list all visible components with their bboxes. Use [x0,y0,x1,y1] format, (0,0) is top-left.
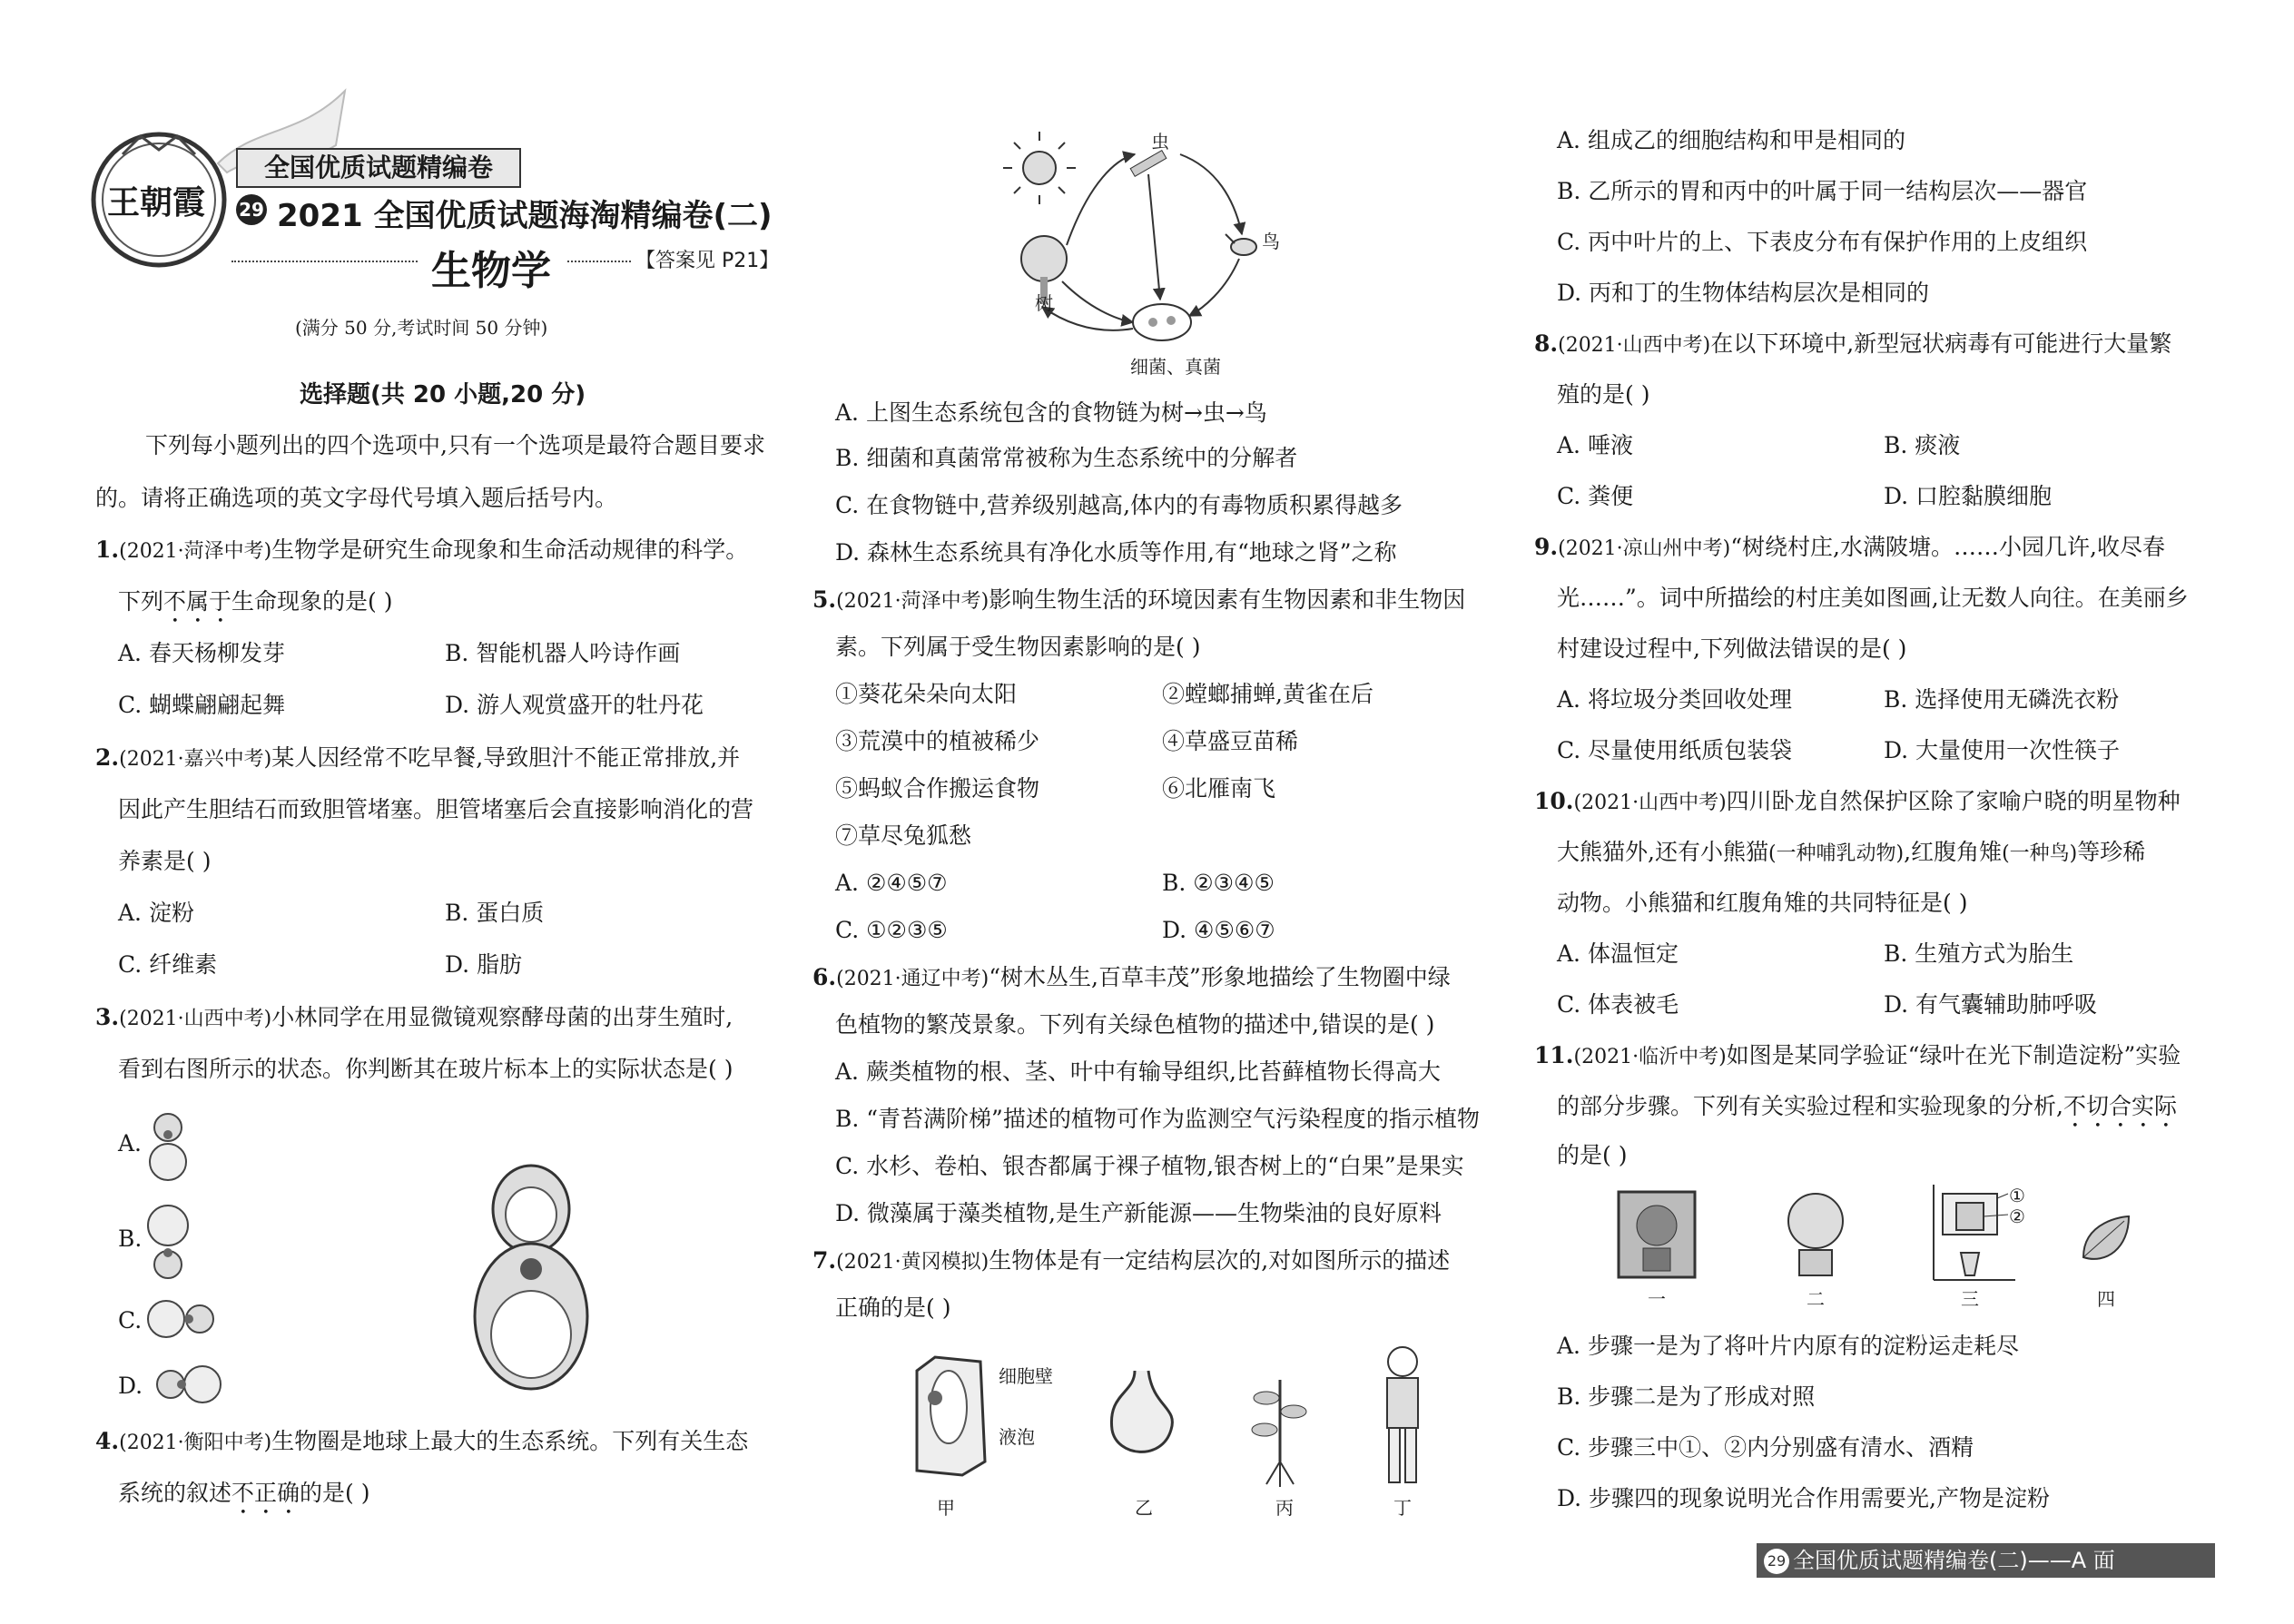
q1-source: (2021·菏泽中考) [119,540,272,563]
q4-stem-1: 生物圈是地球上最大的生态系统。下列有关生态 [271,1428,749,1454]
banner-top [236,148,521,188]
q10-stem-2src2: (一种鸟) [2002,842,2078,865]
q11-option-c: C. 步骤三中①、②内分别盛有清水、酒精 [1557,1434,1974,1461]
banner-top-text: 全国优质试题精编卷 [263,153,493,182]
q11-step-4: 四 [2097,1288,2115,1310]
q2-stem-line-2: 因此产生胆结石而致胆管堵塞。胆管堵塞后会直接影响消化的营 [118,796,754,822]
q4-option-a: A. 上图生态系统包含的食物链为树→虫→鸟 [835,399,1267,426]
q7-stem-line-1 [812,1247,1450,1276]
q11-stem-line-2 [1557,1093,2177,1133]
q11-stem-line-1 [1534,1042,2181,1071]
q11-mark-1: ① [2009,1185,2025,1206]
q1-number: 1. [95,536,120,563]
footer-badge: 29 [1764,1549,1789,1574]
q8-number: 8. [1534,330,1559,357]
q11-stem-emph: 不切合实际 [2063,1093,2177,1119]
q1-stem-line-1 [95,536,748,566]
q2-stem-line-1 [95,744,740,773]
instruction-line-1: 下列每小题列出的四个选项中,只有一个选项是最符合题目要求 [145,432,765,458]
q9-stem-line-2: 光……”。词中所描绘的村庄美如图画,让无数人向往。在美丽乡 [1557,585,2189,611]
potted-plant-icon [1770,1185,1861,1280]
yeast-budding-figure [472,1162,590,1398]
q3-source: (2021·山西中考) [119,1008,272,1030]
q3-option-d: D. [118,1373,143,1399]
food-web-label-bird: 鸟 [1262,231,1280,252]
q4-stem-emph: 不正确 [231,1480,300,1506]
q10-number: 10. [1534,788,1574,814]
q5-item-7: ⑦草尽兔狐愁 [835,822,972,849]
q4-source: (2021·衡阳中考) [119,1432,272,1454]
q2-source: (2021·嘉兴中考) [119,748,272,771]
q3-option-b: B. [118,1225,143,1252]
q11-option-b: B. 步骤二是为了形成对照 [1557,1383,1816,1410]
subject-left-rule [231,261,418,262]
q6-source: (2021·通辽中考) [836,968,989,990]
q10-stem-line-3: 动物。小熊猫和红腹角雉的共同特征是( ) [1557,890,1968,916]
food-web-label-decomposer: 细菌、真菌 [1130,356,1221,378]
q10-source: (2021·山西中考) [1573,792,1727,814]
q6-number: 6. [812,964,837,990]
footer-text: 全国优质试题精编卷(二)——A 面 [1793,1548,2115,1573]
q1-option-b: B. 智能机器人吟诗作画 [445,640,681,666]
q6-stem-1: “树木丛生,百草丰茂”形象地描绘了生物圈中绿 [989,964,1451,990]
dark-box-plant-icon [1616,1189,1698,1280]
q3-number: 3. [95,1004,120,1030]
q4-option-d: D. 森林生态系统具有净化水质等作用,有“地球之肾”之称 [835,539,1397,566]
q5-option-b: B. ②③④⑤ [1162,870,1275,896]
q1-stem-emph: 不属于 [163,588,232,615]
q6-stem-line-2: 色植物的繁茂景象。下列有关绿色植物的描述中,错误的是( ) [835,1011,1435,1038]
q10-option-d: D. 有气囊辅助肺呼吸 [1884,991,2098,1018]
q8-option-d: D. 口腔黏膜细胞 [1884,483,2053,509]
q7-label-vacuole: 液泡 [999,1426,1035,1448]
yeast-c-icon [143,1296,234,1342]
subject-right-rule [567,261,631,262]
plant-icon [1239,1362,1321,1489]
q7-stem-1: 生物体是有一定结构层次的,对如图所示的描述 [989,1247,1451,1274]
q4-option-b: B. 细菌和真菌常常被称为生态系统中的分解者 [835,445,1298,471]
q5-source: (2021·菏泽中考) [836,590,989,613]
logo-text: 王朝霞 [107,183,206,221]
q9-stem-line-1 [1534,534,2165,563]
q9-source: (2021·凉山州中考) [1558,537,1731,560]
q5-option-a: A. ②④⑤⑦ [835,870,948,896]
q8-stem-1: 在以下环境中,新型冠状病毒有可能进行大量繁 [1710,330,2172,357]
q5-item-1: ①葵花朵朵向太阳 [835,681,1018,707]
q7-label-yi: 乙 [1135,1497,1153,1519]
food-web-label-insect: 虫 [1151,131,1169,153]
q5-option-c: C. ①②③⑤ [835,917,948,943]
q8-option-a: A. 唾液 [1557,432,1633,458]
paper-title: 2021 全国优质试题海淘精编卷(二) [277,198,773,234]
q6-option-a: A. 蕨类植物的根、茎、叶中有输导组织,比苔藓植物长得高大 [835,1058,1441,1085]
q9-option-b: B. 选择使用无磷洗衣粉 [1884,686,2120,713]
food-web-label-tree: 树 [1035,292,1053,314]
q9-stem-line-3: 村建设过程中,下列做法错误的是( ) [1557,635,1907,662]
q7-source: (2021·黄冈模拟) [836,1251,989,1274]
q2-stem-line-3: 养素是( ) [118,848,212,874]
leaf-icon [2079,1212,2133,1266]
q7-option-c: C. 丙中叶片的上、下表皮分布有保护作用的上皮组织 [1557,229,2088,255]
q11-step-3: 三 [1961,1288,1979,1310]
q4-stem-line-1 [95,1428,748,1457]
q7-stem-line-2: 正确的是( ) [835,1294,951,1321]
q7-label-cell-wall: 细胞壁 [999,1365,1053,1387]
q5-item-3: ③荒漠中的植被稀少 [835,728,1040,754]
yeast-a-icon [145,1107,191,1198]
yeast-b-icon [145,1196,191,1287]
q1-stem-line-2 [118,588,393,628]
footer-bar [1757,1543,2215,1578]
bird-icon [1226,234,1256,255]
q10-option-c: C. 体表被毛 [1557,991,1679,1018]
q9-option-d: D. 大量使用一次性筷子 [1884,737,2121,763]
q7-option-d: D. 丙和丁的生物体结构层次是相同的 [1557,280,1930,306]
q1-stem-1: 生物学是研究生命现象和生命活动规律的科学。 [271,536,749,563]
q10-stem-line-2 [1557,839,2145,868]
q11-source: (2021·临沂中考) [1573,1046,1727,1068]
stomach-icon [1098,1366,1180,1466]
q7-label-jia: 甲 [937,1497,955,1519]
q11-stem-2a: 的部分步骤。下列有关实验过程和实验现象的分析, [1557,1093,2063,1119]
q1-option-c: C. 蝴蝶翩翩起舞 [118,692,286,718]
q4-stem-2a: 系统的叙述 [118,1480,232,1506]
q1-stem-2b: 生命现象的是( ) [231,588,393,615]
q5-item-2: ②螳螂捕蝉,黄雀在后 [1162,681,1373,707]
q5-item-5: ⑤蚂蚁合作搬运食物 [835,775,1040,802]
q2-stem-1: 某人因经常不吃早餐,导致胆汁不能正常排放,并 [271,744,741,771]
q7-label-bing: 丙 [1275,1497,1294,1519]
q10-stem-2c: 等珍稀 [2077,839,2146,865]
q10-stem-line-1 [1534,788,2181,817]
instruction-line-2: 的。请将正确选项的英文字母代号填入题后括号内。 [95,485,618,511]
person-icon [1371,1343,1434,1489]
exam-info: (满分 50 分,考试时间 50 分钟) [295,317,548,339]
q3-stem-line-1 [95,1004,733,1033]
q10-option-b: B. 生殖方式为胎生 [1884,940,2074,967]
q4-option-c: C. 在食物链中,营养级别越高,体内的有毒物质积累得越多 [835,492,1403,518]
q1-option-a: A. 春天杨柳发芽 [118,640,285,666]
q5-option-d: D. ④⑤⑥⑦ [1162,917,1275,943]
q11-option-d: D. 步骤四的现象说明光合作用需要光,产物是淀粉 [1557,1485,2050,1511]
q5-number: 5. [812,586,837,613]
q2-number: 2. [95,744,120,771]
q2-option-b: B. 蛋白质 [445,900,545,926]
q3-stem-line-2: 看到右图所示的状态。你判断其在玻片标本上的实际状态是( ) [118,1056,733,1082]
q8-stem-line-1 [1534,330,2171,359]
q5-stem-line-1 [812,586,1465,615]
q6-stem-line-1 [812,964,1451,993]
q10-option-a: A. 体温恒定 [1557,940,1679,967]
q10-stem-2b: ,红腹角雉 [1904,839,2003,865]
q3-stem-1: 小林同学在用显微镜观察酵母菌的出芽生殖时, [271,1004,733,1030]
q4-stem-2b: 的是( ) [300,1480,370,1506]
insect-icon [1130,151,1167,177]
number-badge-text: 29 [239,199,264,221]
q11-number: 11. [1534,1042,1574,1068]
q10-stem-1: 四川卧龙自然保护区除了家喻户晓的明星物种 [1726,788,2181,814]
q2-option-c: C. 纤维素 [118,951,218,978]
q1-stem-2a: 下列 [118,588,164,615]
q6-option-c: C. 水杉、卷柏、银杏都属于裸子植物,银杏树上的“白果”是果实 [835,1153,1464,1179]
q2-option-d: D. 脂肪 [445,951,523,978]
q7-number: 7. [812,1247,837,1274]
q4-stem-line-2 [118,1480,370,1520]
q4-number: 4. [95,1428,120,1454]
q8-option-b: B. 痰液 [1884,432,1961,458]
q2-option-a: A. 淀粉 [118,900,194,926]
q9-option-c: C. 尽量使用纸质包装袋 [1557,737,1793,763]
food-web-diagram [1008,127,1307,381]
q5-stem-1: 影响生物生活的环境因素有生物因素和非生物因 [989,586,1466,613]
q11-step-1: 一 [1648,1288,1666,1310]
number-badge [236,194,267,225]
yeast-d-icon [143,1362,234,1407]
q1-option-d: D. 游人观赏盛开的牡丹花 [445,692,704,718]
q8-stem-line-2: 殖的是( ) [1557,381,1650,408]
answer-ref: 【答案见 P21】 [635,250,780,272]
q9-option-a: A. 将垃圾分类回收处理 [1557,686,1792,713]
sun-icon [1003,132,1076,204]
q11-stem-line-3: 的是( ) [1557,1142,1628,1168]
q10-stem-2src1: (一种哺乳动物) [1767,842,1905,865]
q7-option-b: B. 乙所示的胃和丙中的叶属于同一结构层次——器官 [1557,178,2088,204]
q8-source: (2021·山西中考) [1558,334,1711,357]
q8-option-c: C. 粪便 [1557,483,1634,509]
q5-item-4: ④草盛豆苗稀 [1162,728,1299,754]
decomposer-icon [1133,304,1191,340]
food-web-arrows [1042,154,1242,330]
q6-option-b: B. “青苔满阶梯”描述的植物可作为监测空气污染程度的指示植物 [835,1106,1480,1132]
section-title: 选择题(共 20 小题,20 分) [300,381,586,408]
q6-option-d: D. 微藻属于藻类植物,是生产新能源——生物柴油的良好原料 [835,1200,1442,1226]
q5-item-6: ⑥北雁南飞 [1162,775,1276,802]
q10-stem-2a: 大熊猫外,还有小熊猫 [1557,839,1768,865]
subject-title: 生物学 [431,248,551,294]
q9-stem-1: “树绕村庄,水满陂塘。……小园几许,收尽春 [1730,534,2165,560]
q11-option-a: A. 步骤一是为了将叶片内原有的淀粉运走耗尽 [1557,1333,2019,1359]
q3-option-a: A. [118,1130,143,1156]
q11-step-2: 二 [1807,1288,1825,1310]
q3-option-c: C. [118,1307,143,1334]
q7-label-ding: 丁 [1393,1497,1412,1519]
q11-stem-1: 如图是某同学验证“绿叶在光下制造淀粉”实验 [1726,1042,2181,1068]
q11-mark-2: ② [2009,1206,2025,1227]
plant-cell-icon [908,1353,989,1480]
q5-stem-line-2: 素。下列属于受生物因素影响的是( ) [835,634,1201,660]
q7-option-a: A. 组成乙的细胞结构和甲是相同的 [1557,127,1905,153]
q9-number: 9. [1534,534,1559,560]
